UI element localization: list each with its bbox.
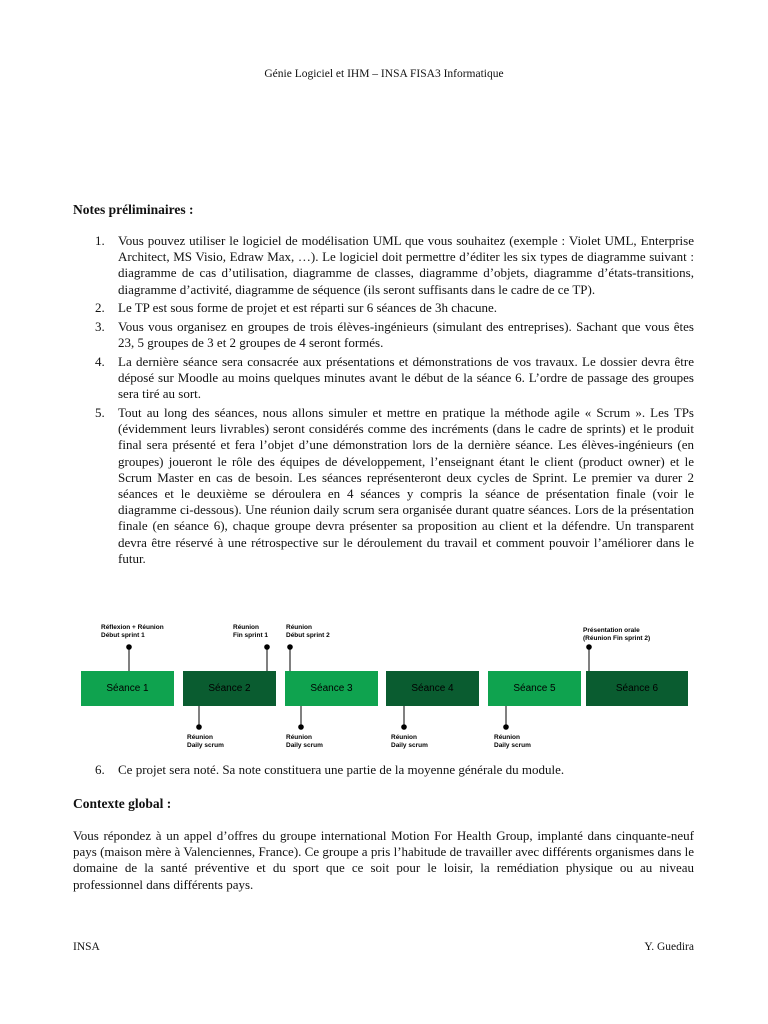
context-title: Contexte global :	[73, 796, 172, 811]
notes-title: Notes préliminaires :	[73, 202, 194, 217]
marker-dot	[401, 724, 407, 730]
list-item-number: 3.	[95, 319, 105, 335]
list-item	[73, 233, 694, 298]
marker-dot	[586, 644, 592, 650]
notes-list	[73, 233, 694, 570]
marker-dot	[298, 724, 304, 730]
list-item-text: Ce projet sera noté. Sa note constituera une partie de la moyenne générale du module.	[118, 762, 565, 777]
list-item-number: 6.	[95, 762, 105, 777]
session-label: Séance 2	[208, 683, 251, 694]
bottom-markers	[187, 706, 531, 749]
list-item-number: 4.	[95, 353, 105, 369]
context-paragraph: Vous répondez à un appel d’offres du groupe international Motion For Health Group, implanté dans cinquante-neuf pays (maison mère à Valenciennes, France). Ce groupe a pris l’habitude de travailler avec différents organismes dans le domaine de la santé préventive et du sport que ce soit pour le loisir, la remédiation physique ou au niveau professionnel dans différents pays.	[73, 828, 694, 892]
session-label: Séance 4	[411, 683, 454, 694]
list-item-text: Tout au long des séances, nous allons simuler et mettre en pratique la méthode agile « Scrum ». Les TPs (évidemment leurs livrables) seront considérés comme des incréments (dans le cadre de sprints) et le produit final sera présenté et fera l’objet d’une démonstration lors de la dernière séance. Les élèves-ingénieurs (en groupes) joueront le rôle des équipes de développement, l’enseignant étant le client (product owner) et le Scrum Master en cas de besoin. Les séances représenteront deux cycles de Sprint. Le premier va durer 2 séances et le deuxième se déroulera en 4 séances y compris la séance de présentation finale (voir le diagramme ci-dessous). Une réunion daily scrum sera organisée durant quatre séances. Lors de la présentation finale (en séance 6), chaque groupe devra présenter sa proposition au client et la défendre. Un transparent devra être réservé à une rétrospective sur le déroulement du travail et comment pouvoir l’améliorer dans le futur.	[118, 405, 694, 566]
marker-label: Daily scrum	[494, 742, 531, 749]
list-item-number: 5.	[95, 405, 105, 421]
marker-dot	[196, 724, 202, 730]
session-bars	[81, 671, 688, 706]
list-item-text: La dernière séance sera consacrée aux présentations et démonstrations de vos travaux. Le dossier devra être déposé sur Moodle au moins quelques minutes avant le début de la séance 6. L’ordre de passage des groupes sera tiré au sort.	[118, 353, 694, 402]
marker-label: Début sprint 2	[286, 632, 330, 639]
session-label: Séance 5	[513, 683, 556, 694]
marker-dot	[126, 644, 132, 650]
footer-right: Y. Guedira	[644, 941, 694, 953]
list-item	[73, 300, 694, 316]
marker-label: Réunion	[494, 734, 520, 741]
marker-label: Réunion	[391, 734, 417, 741]
session-label: Séance 3	[310, 683, 353, 694]
marker-label: Réunion	[187, 734, 213, 741]
marker-dot	[264, 644, 270, 650]
marker-label: Daily scrum	[187, 742, 224, 749]
marker-label: (Réunion Fin sprint 2)	[583, 635, 651, 642]
list-item-text: Le TP est sous forme de projet et est réparti sur 6 séances de 3h chacune.	[118, 300, 498, 316]
list-item	[73, 405, 694, 567]
session-label: Séance 6	[615, 683, 659, 694]
footer-left: INSA	[73, 941, 100, 953]
session-label: Séance 1	[106, 683, 149, 694]
marker-label: Réunion	[286, 624, 312, 631]
marker-label: Réflexion + Réunion	[101, 624, 164, 631]
list-item-text: Vous vous organisez en groupes de trois élèves-ingénieurs (simulant des entreprises). Sachant que vous êtes 23, 5 groupes de 3 et 2 groupes de 4 seront formés.	[118, 319, 694, 351]
list-item-number: 2.	[95, 300, 105, 316]
list-item	[73, 319, 694, 351]
marker-label: Fin sprint 1	[233, 632, 269, 639]
marker-label: Daily scrum	[286, 742, 323, 749]
marker-label: Réunion	[233, 624, 259, 631]
list-item-number: 1.	[95, 233, 105, 248]
marker-dot	[287, 644, 293, 650]
marker-dot	[503, 724, 509, 730]
list-item	[73, 354, 694, 403]
list-item-text: Vous pouvez utiliser le logiciel de modélisation UML que vous souhaitez (exemple : Violet UML, Enterprise Architect, MS Visio, Edraw Max, …). Le logiciel doit permettre d’éditer les six types de diagramme suivant : diagramme de cas d’utilisation, diagramme de classes, diagramme d’objets, diagramme d’états-transitions, diagramme d’activité, diagramme de séquence (ils seront suffisants dans le cadre de ce TP).	[118, 233, 694, 297]
list-item	[73, 762, 694, 778]
marker-label: Présentation orale	[583, 627, 640, 634]
marker-label: Réunion	[286, 734, 312, 741]
scrum-timeline-diagram	[0, 615, 768, 755]
top-markers	[101, 624, 650, 671]
page-header: Génie Logiciel et IHM – INSA FISA3 Informatique	[264, 68, 504, 80]
marker-label: Daily scrum	[391, 742, 428, 749]
marker-label: Début sprint 1	[101, 632, 145, 639]
